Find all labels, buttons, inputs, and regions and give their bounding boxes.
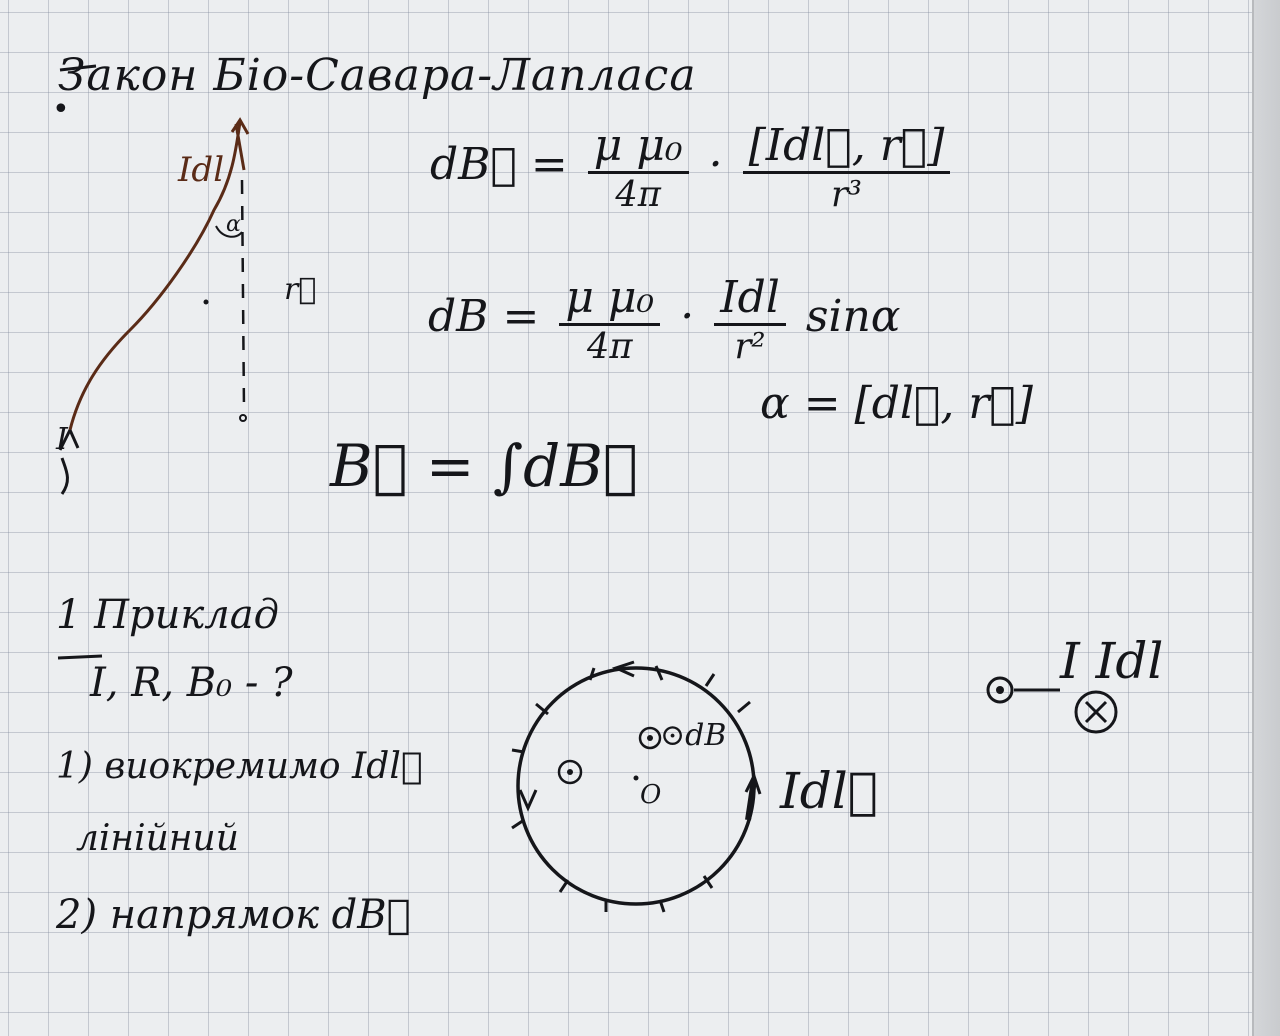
center-dot (634, 776, 639, 781)
formula-scalar-coef (559, 272, 660, 367)
example-step-2: 2) напрямок dB⃗ (56, 892, 411, 938)
formula-integral: B⃗ = ∫dB⃗ (330, 432, 638, 500)
formula-scalar-lhs: dB = (428, 291, 540, 342)
formula-scalar (428, 272, 901, 367)
example-step-1: 1) виокремимо Idl⃗ (56, 746, 423, 787)
example-given: I, R, B₀ - ? (90, 660, 293, 706)
example-heading: 1 Приклад (56, 592, 279, 638)
formula-scalar-coef-den: 4π (587, 326, 633, 367)
current-tail (62, 458, 67, 494)
formula-vector-frac-num: [Idl⃗, r⃗] (743, 120, 951, 174)
sketch-current-label: I (56, 422, 68, 457)
field-point (240, 415, 246, 421)
formula-scalar-frac (714, 272, 786, 367)
formula-scalar-frac-num: Idl (714, 272, 786, 326)
formula-vector-frac (743, 120, 951, 215)
formula-vector-frac-den: r³ (831, 174, 862, 215)
sketch-radius-label: r⃗ (284, 272, 317, 307)
example-step-1-cont: лінійний (76, 818, 239, 859)
formula-scalar-frac-den: r² (734, 326, 766, 367)
formula-alpha: α = [dl⃗, r⃗] (760, 378, 1033, 429)
loop-center-label: O (640, 780, 662, 810)
formula-vector-coef-den: 4π (615, 174, 661, 215)
formula-scalar-sin: sinα (805, 291, 901, 342)
current-loop (518, 668, 754, 904)
formula-vector-lhs: dB⃗ = (430, 139, 568, 190)
page-title: Закон Біо-Савара-Лапласа (58, 50, 697, 101)
radius-dashed-line (242, 180, 244, 410)
side-diagram-label: I Idl (1060, 632, 1164, 690)
formula-vector-coef-num: μ μ₀ (588, 120, 689, 174)
loop-arrow-left (520, 790, 536, 808)
formula-vector-coef (588, 120, 689, 215)
bullet-dot: • (52, 92, 70, 127)
formula-vector (430, 120, 956, 215)
loop-db-label: ⊙dB (660, 718, 727, 753)
example-underline (58, 656, 102, 658)
title-dash (60, 66, 96, 70)
sketch-dot (204, 300, 209, 305)
formula-scalar-coef-num: μ μ₀ (559, 272, 660, 326)
loop-idl-label: Idl⃗ (780, 762, 878, 820)
formula-scalar-dot: · (680, 291, 695, 342)
sketch-idl-label: Idl (178, 150, 225, 190)
sketch-alpha-label: α (226, 212, 241, 237)
formula-vector-dot: · (708, 139, 723, 190)
